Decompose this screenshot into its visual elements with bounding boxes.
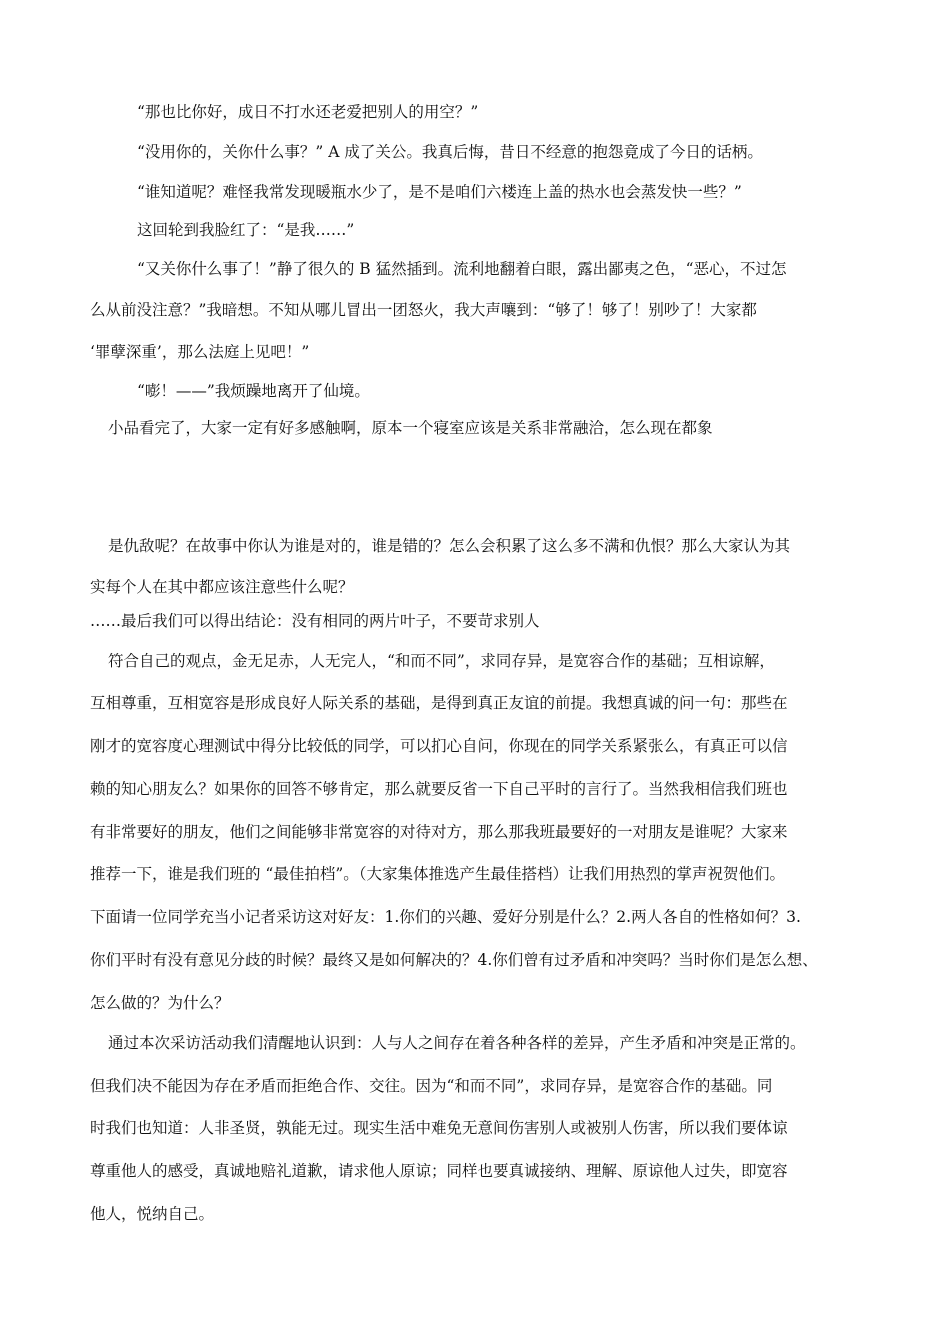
text-line: 符合自己的观点，金无足赤，人无完人，“和而不同”，求同存异，是宽容合作的基础；互相谅解， [108,652,775,670]
text-line: 互相尊重，互相宽容是形成良好人际关系的基础，是得到真正友谊的前提。我想真诚的问一句：那些在 [90,694,788,712]
text-line: 小品看完了，大家一定有好多感触啊，原本一个寝室应该是关系非常融洽，怎么现在都象 [108,419,713,437]
text-line: 赖的知心朋友么？如果你的回答不够肯定，那么就要反省一下自己平时的言行了。当然我相信我们班也 [90,780,788,798]
text-line: 是仇敌呢？在故事中你认为谁是对的，谁是错的？怎么会积累了这么多不满和仇恨？那么大家认为其 [108,537,791,555]
text-line: 推荐一下，谁是我们班的 “最佳拍档”。（大家集体推选产生最佳搭档）让我们用热烈的掌声祝贺他们。 [90,865,786,883]
text-line: “谁知道呢？难怪我常发现暖瓶水少了，是不是咱们六楼连上盖的热水也会蒸发快一些？” [137,183,742,201]
text-line: “那也比你好，成日不打水还老爱把别人的用空？” [137,103,479,121]
text-line: 但我们决不能因为存在矛盾而拒绝合作、交往。因为“和而不同”，求同存异，是宽容合作的基础。同 [90,1077,773,1095]
text-line: 你们平时有没有意见分歧的时候？最终又是如何解决的？4.你们曾有过矛盾和冲突吗？当时你们是怎么想、 [90,951,818,969]
text-line: “嘭！——”我烦躁地离开了仙境。 [137,382,370,400]
text-line: “没用你的，关你什么事？” A 成了关公。我真后悔，昔日不经意的抱怨竟成了今日的话柄。 [137,143,763,161]
text-line: ……最后我们可以得出结论：没有相同的两片叶子，不要苛求别人 [90,612,540,630]
text-line: 他人，悦纳自己。 [90,1205,215,1223]
text-line: 尊重他人的感受，真诚地赔礼道歉，请求他人原谅；同样也要真诚接纳、理解、原谅他人过失，即宽容 [90,1162,788,1180]
text-line: ‘罪孽深重’，那么法庭上见吧！” [90,343,310,361]
text-line: 这回轮到我脸红了：“是我……” [137,221,355,239]
text-line: 刚才的宽容度心理测试中得分比较低的同学，可以扪心自问，你现在的同学关系紧张么，有真正可以信 [90,737,788,755]
text-line: 时我们也知道：人非圣贤，孰能无过。现实生活中难免无意间伤害别人或被别人伤害，所以我们要体谅 [90,1119,788,1137]
text-line: 通过本次采访活动我们清醒地认识到：人与人之间存在着各种各样的差异，产生矛盾和冲突是正常的。 [108,1034,806,1052]
text-line: 怎么做的？为什么？ [90,994,230,1012]
text-line: 下面请一位同学充当小记者采访这对好友：1.你们的兴趣、爱好分别是什么？2.两人各自的性格如何？3. [90,908,801,926]
text-line: 实每个人在其中都应该注意些什么呢？ [90,578,354,596]
text-line: 么从前没注意？”我暗想。不知从哪儿冒出一团怒火，我大声嚷到：“够了！够了！别吵了！大家都 [90,301,757,319]
text-line: “又关你什么事了！”静了很久的 B 猛然插到。流利地翻着白眼，露出鄙夷之色，“恶心，不过怎 [137,260,787,278]
text-line: 有非常要好的朋友，他们之间能够非常宽容的对待对方，那么那我班最要好的一对朋友是谁呢？大家来 [90,823,788,841]
